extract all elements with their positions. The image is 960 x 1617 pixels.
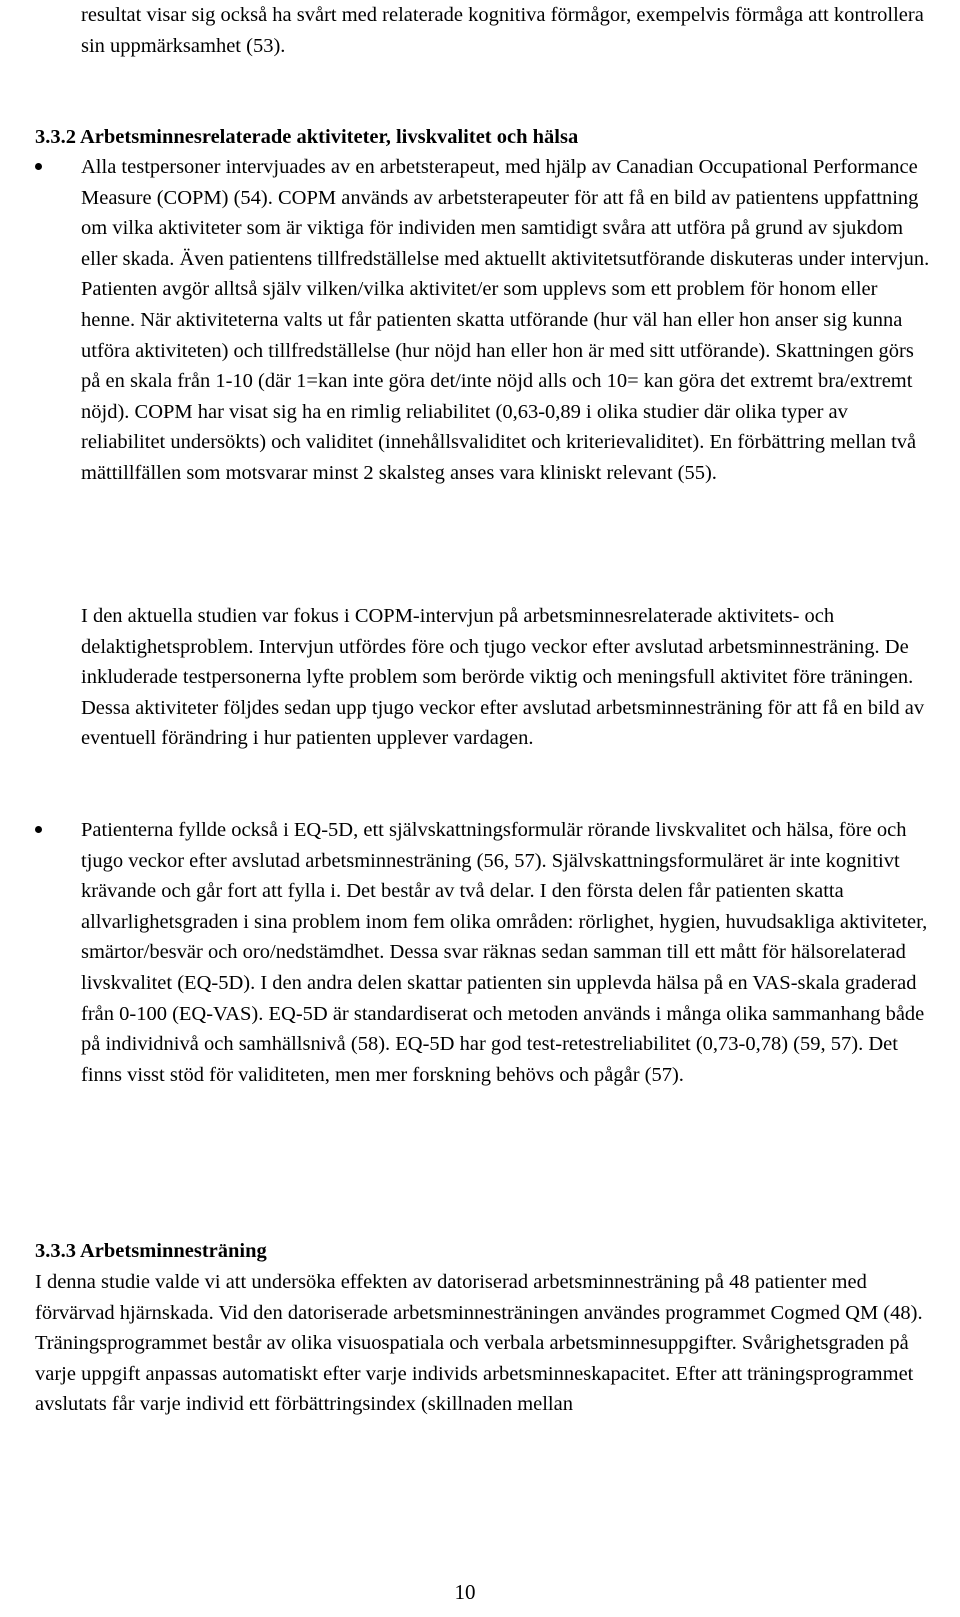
intro-paragraph: resultat visar sig också ha svårt med relaterade kognitiva förmågor, exempelvis förmåga att kontrollera sin uppmärksamhet (53). (81, 4, 924, 57)
bullet-list-item-copm (35, 152, 940, 582)
eq5d-paragraph: Patienterna fyllde också i EQ-5D, ett självskattningsformulär rörande livskvalitet och hälsa, före och tjugo veckor efter avslutad arbetsminnesträning (56, 57). Självskattningsformuläret är inte kognitivt krävande och går fort att fylla i. Det består av två delar. I den första delen får patienten skatta allvarlighetsgraden i sina problem inom fem olika områden: rörlighet, hygien, huvudsakliga aktiviteter, smärtor/besvär och oro/nedstämdhet. Dessa svar räknas sedan samman till ett mått för hälsorelaterad livskvalitet (EQ-5D). I den andra delen skattar patienten sin upplevda hälsa på en VAS-skala graderad från 0-100 (EQ-VAS). EQ-5D är standardiserat och metoden används i många olika sammanhang både på individnivå och samhällsnivå (58). EQ-5D har god test-retestreliabilitet (0,73-0,78) (59, 57). Det finns visst stöd för validiteten, men mer forskning behövs och pågår (57). (81, 819, 928, 1086)
section-heading-3-3-2: 3.3.2 Arbetsminnesrelaterade aktiviteter, livskvalitet och hälsa (35, 126, 579, 148)
section-heading-3-3-3: 3.3.3 Arbetsminnesträning (35, 1240, 267, 1262)
copm-paragraph: Alla testpersoner intervjuades av en arbetsterapeut, med hjälp av Canadian Occupational Performance Measure (COPM) (54). COPM används av arbetsterapeuter för att få en bild av patientens uppfattning om vilka aktiviteter som är viktiga för individen men samtidigt svåra att utföra på grund av sjukdom eller skada. Även patientens tillfredställelse med aktuellt aktivitetsutförande diskuteras under intervjun. Patienten avgör alltså själv vilken/vilka aktivitet/er som upplevs som ett problem för honom eller henne. När aktiviteterna valts ut får patienten skatta utförande (hur väl han eller hon anser sig kunna utföra aktiviteten) och tillfredställelse (hur nöjd han eller hon är med sitt utförande). Skattningen görs på en skala från 1-10 (där 1=kan inte göra det/inte nöjd alls och 10= kan göra det extremt bra/extremt nöjd). COPM har visat sig ha en rimlig reliabilitet (0,63-0,89 i olika studier där olika typer av reliabilitet undersökts) och validitet (innehållsvaliditet och kriterievaliditet). En förbättring mellan två mättillfällen som motsvarar minst 2 skalsteg anses vara kliniskt relevant (55). (81, 156, 930, 484)
bullet-list-item-eq5d (35, 815, 940, 1185)
bullet-icon (35, 163, 42, 170)
bullet-icon (35, 826, 42, 833)
working-memory-training-paragraph: I denna studie valde vi att undersöka effekten av datoriserad arbetsminnesträning på 48 patienter med förvärvad hjärnskada. Vid den datoriserade arbetsminnesträningen användes programmet Cogmed QM (48). Träningsprogrammet består av olika visuospatiala och verbala arbetsminnesuppgifter. Svårighetsgraden på varje uppgift anpassas automatiskt efter varje individs arbetsminneskapacitet. Efter att träningsprogrammet avslutats får varje individ ett förbättringsindex (skillnaden mellan (35, 1271, 923, 1416)
copm-study-paragraph: I den aktuella studien var fokus i COPM-intervjun på arbetsminnesrelaterade aktivitets- och delaktighetsproblem. Intervjun utfördes före och tjugo veckor efter avslutad arbetsminnesträning. De inkluderade testpersonerna lyfte problem som berörde viktig och meningsfull aktivitet före träningen. Dessa aktiviteter följdes sedan upp tjugo veckor efter avslutad arbetsminnesträning för att få en bild av eventuell förändring i hur patienten upplever vardagen. (81, 605, 925, 750)
page-number: 10 (454, 1580, 476, 1604)
